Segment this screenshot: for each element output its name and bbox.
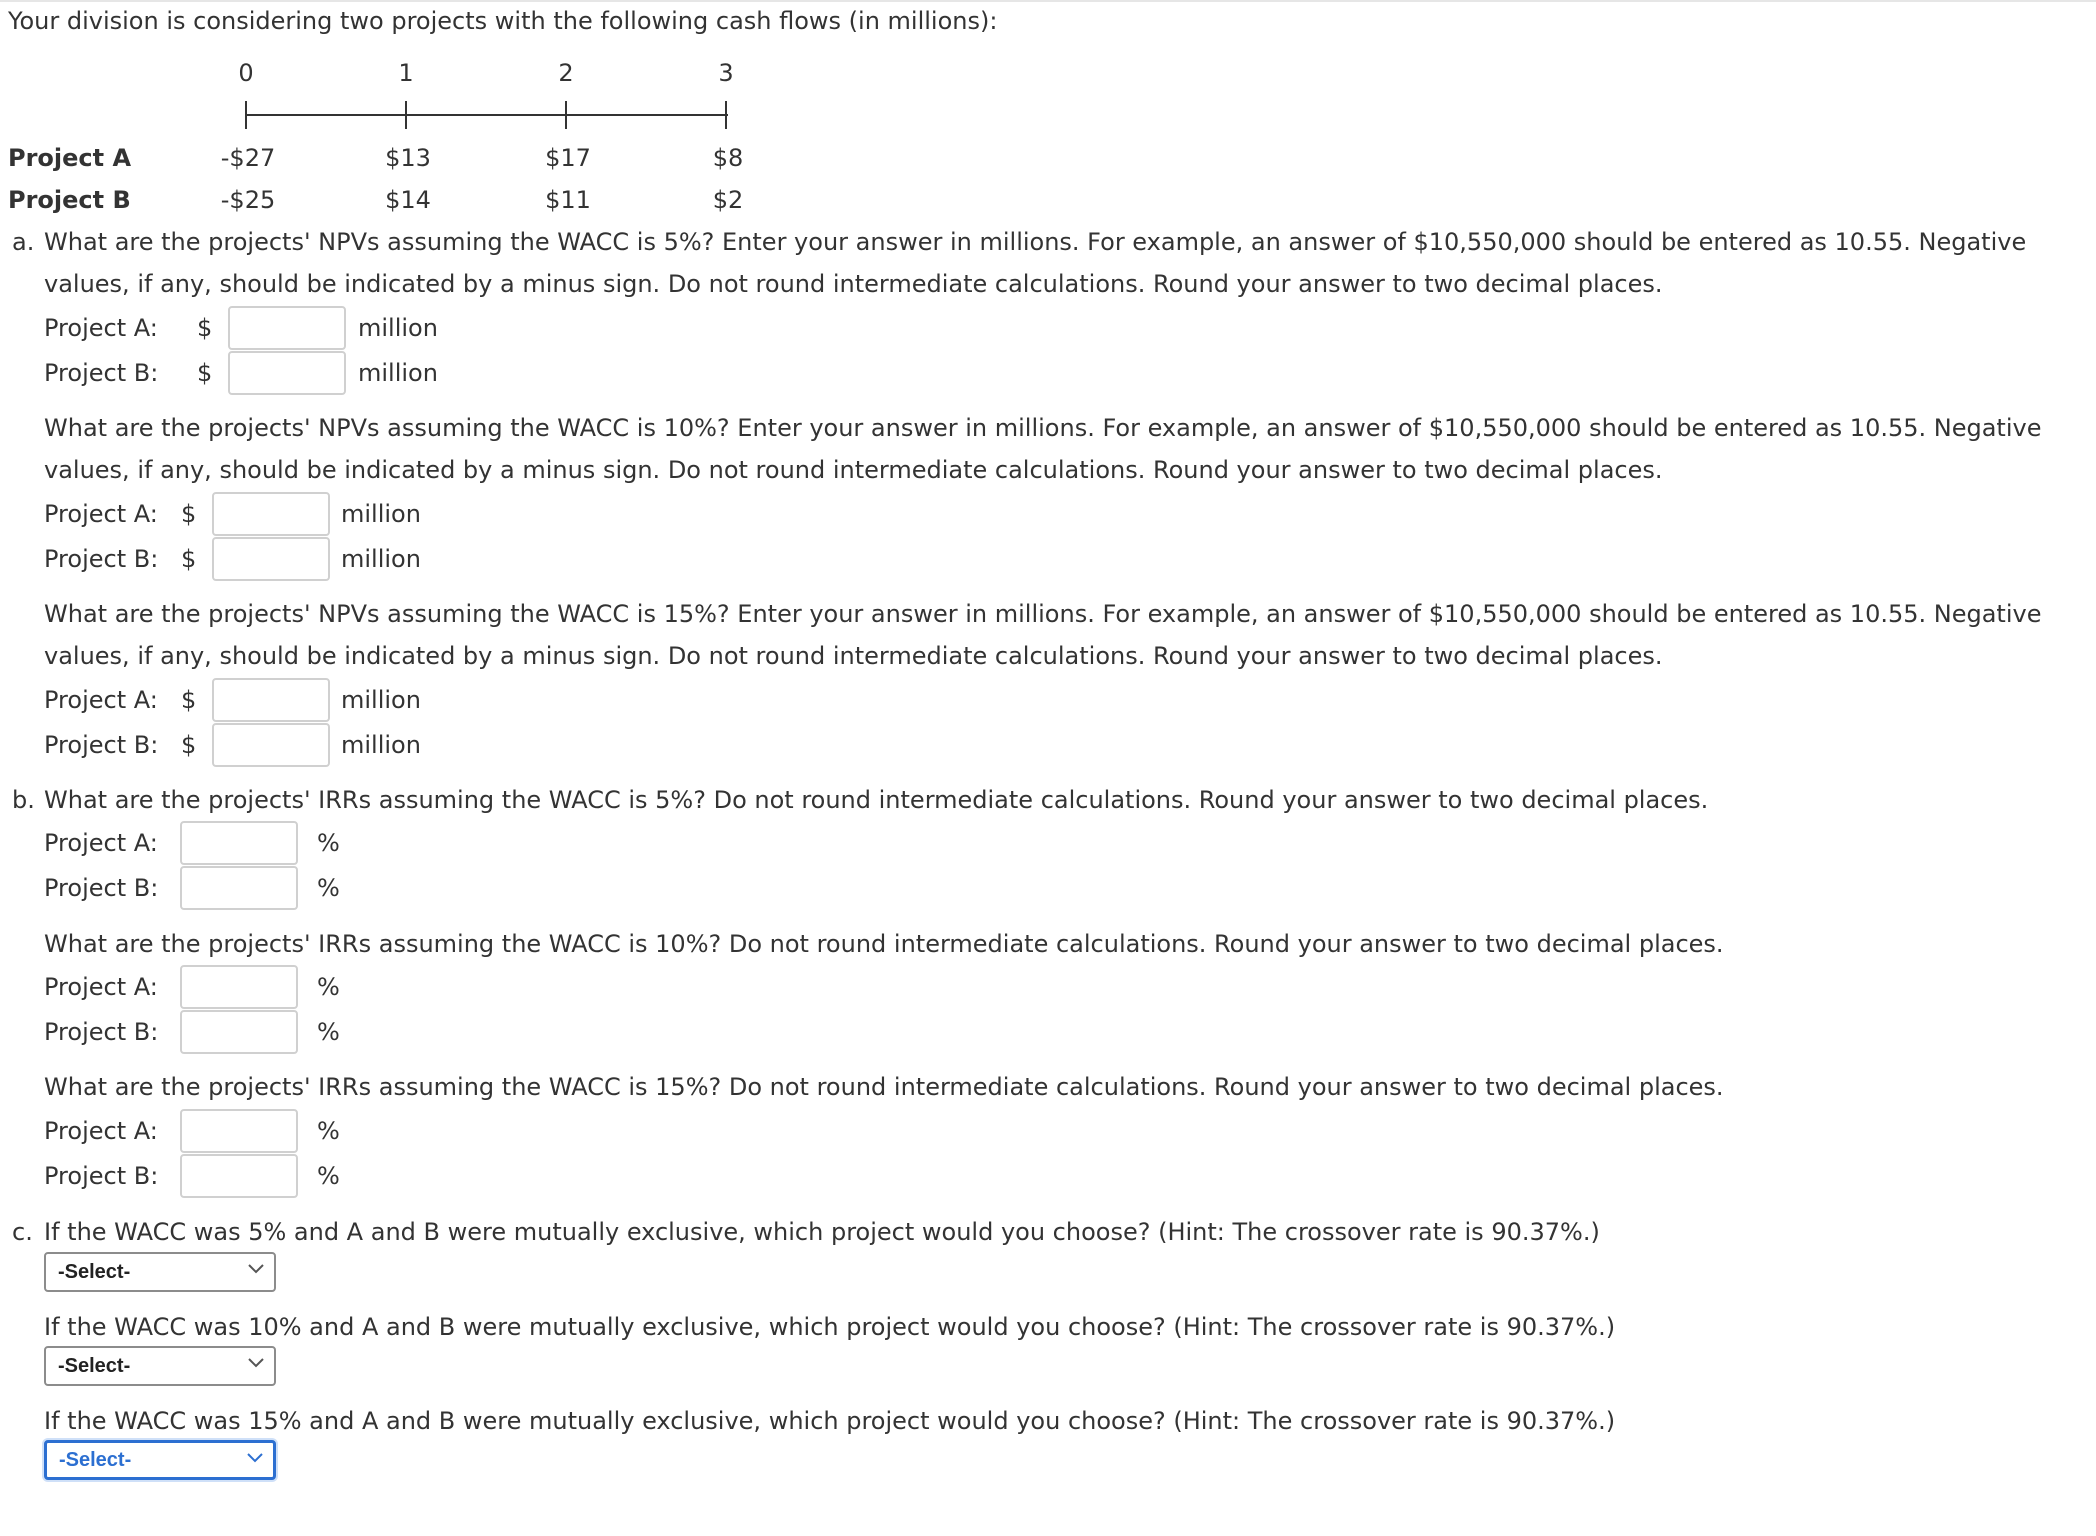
irr-b-5-input[interactable] — [180, 866, 298, 910]
unit-label: million — [358, 359, 438, 387]
irr-a-15-input[interactable] — [180, 1109, 298, 1153]
project-a-cf: $13 — [385, 144, 431, 172]
unit-label: million — [341, 686, 421, 714]
percent-label: % — [317, 1162, 340, 1190]
npv-question-5: What are the projects' NPVs assuming the WACC is 5%? Enter your answer in millions. For example, an answer of $10,550,000 should be entered as 10.55. Negative values, if any, should be indicated by a minus sign. Do not round intermediate calculations. Round your answer to two decimal places. — [44, 228, 2027, 298]
project-b-label: Project B — [8, 186, 131, 214]
irr-a-10-input[interactable] — [180, 965, 298, 1009]
npv-b-5-input[interactable] — [228, 351, 346, 395]
dollar-sign: $ — [181, 545, 197, 573]
timeline-tick — [725, 101, 727, 129]
irr-question-5: What are the projects' IRRs assuming the WACC is 5%? Do not round intermediate calculations. Round your answer to two decimal places. — [44, 786, 1709, 814]
timeline-tick — [245, 101, 247, 129]
project-a-label: Project A: — [44, 500, 158, 528]
part-c-prefix: c. — [12, 1218, 33, 1246]
top-divider — [0, 0, 2096, 2]
dollar-sign: $ — [181, 500, 197, 528]
project-b-label: Project B: — [44, 1018, 159, 1046]
npv-question-15: What are the projects' NPVs assuming the WACC is 15%? Enter your answer in millions. For example, an answer of $10,550,000 should be entered as 10.55. Negative values, if any, should be indicated by a minus sign. Do not round intermediate calculations. Round your answer to two decimal places. — [44, 600, 2042, 670]
project-a-label: Project A: — [44, 686, 158, 714]
choice-question-15: If the WACC was 15% and A and B were mutually exclusive, which project would you choose? (Hint: The crossover rate is 90.37%.) — [44, 1407, 1616, 1435]
project-a-label: Project A: — [44, 829, 158, 857]
npv-a-5-input[interactable] — [228, 306, 346, 350]
period-label: 1 — [398, 59, 414, 87]
project-a-label: Project A: — [44, 973, 158, 1001]
project-choice-15-select[interactable] — [44, 1440, 276, 1480]
project-a-cf: $17 — [545, 144, 591, 172]
project-b-label: Project B: — [44, 359, 159, 387]
timeline-tick — [405, 101, 407, 129]
dollar-sign: $ — [181, 686, 197, 714]
project-choice-10-select[interactable] — [44, 1346, 276, 1386]
project-a-label: Project A: — [44, 1117, 158, 1145]
select-value: -Select- — [59, 1449, 132, 1471]
irr-question-10: What are the projects' IRRs assuming the WACC is 10%? Do not round intermediate calculations. Round your answer to two decimal places. — [44, 930, 1724, 958]
dollar-sign: $ — [181, 731, 197, 759]
irr-question-15: What are the projects' IRRs assuming the WACC is 15%? Do not round intermediate calculations. Round your answer to two decimal places. — [44, 1073, 1724, 1101]
npv-a-10-input[interactable] — [212, 492, 330, 536]
project-b-cf: $11 — [545, 186, 591, 214]
npv-b-10-input[interactable] — [212, 537, 330, 581]
intro-text: Your division is considering two projects with the following cash flows (in millions): — [8, 7, 998, 35]
percent-label: % — [317, 973, 340, 1001]
timeline-axis — [246, 114, 728, 116]
project-b-cf: -$25 — [220, 186, 276, 214]
project-b-label: Project B: — [44, 731, 159, 759]
choice-question-10: If the WACC was 10% and A and B were mutually exclusive, which project would you choose? (Hint: The crossover rate is 90.37%.) — [44, 1313, 1616, 1341]
project-a-label: Project A — [8, 144, 132, 172]
period-label: 2 — [558, 59, 574, 87]
part-b-prefix: b. — [12, 786, 35, 814]
select-value: -Select- — [58, 1261, 131, 1283]
npv-b-15-input[interactable] — [212, 723, 330, 767]
part-a-prefix: a. — [12, 228, 35, 256]
select-value: -Select- — [58, 1355, 131, 1377]
irr-b-15-input[interactable] — [180, 1154, 298, 1198]
percent-label: % — [317, 874, 340, 902]
project-b-label: Project B: — [44, 545, 159, 573]
irr-b-10-input[interactable] — [180, 1010, 298, 1054]
timeline-tick — [565, 101, 567, 129]
unit-label: million — [341, 500, 421, 528]
unit-label: million — [358, 314, 438, 342]
choice-question-5: If the WACC was 5% and A and B were mutually exclusive, which project would you choose? (Hint: The crossover rate is 90.37%.) — [44, 1218, 1600, 1246]
percent-label: % — [317, 829, 340, 857]
unit-label: million — [341, 731, 421, 759]
chevron-down-icon — [248, 1264, 264, 1274]
npv-question-10: What are the projects' NPVs assuming the WACC is 10%? Enter your answer in millions. For example, an answer of $10,550,000 should be entered as 10.55. Negative values, if any, should be indicated by a minus sign. Do not round intermediate calculations. Round your answer to two decimal places. — [44, 414, 2042, 484]
project-a-cf: $8 — [712, 144, 744, 172]
project-b-cf: $2 — [712, 186, 744, 214]
npv-a-15-input[interactable] — [212, 678, 330, 722]
percent-label: % — [317, 1018, 340, 1046]
project-a-cf: -$27 — [220, 144, 276, 172]
chevron-down-icon — [247, 1453, 263, 1463]
chevron-down-icon — [248, 1358, 264, 1368]
period-label: 3 — [718, 59, 734, 87]
percent-label: % — [317, 1117, 340, 1145]
unit-label: million — [341, 545, 421, 573]
project-b-label: Project B: — [44, 1162, 159, 1190]
dollar-sign: $ — [197, 359, 213, 387]
project-a-label: Project A: — [44, 314, 158, 342]
project-b-cf: $14 — [385, 186, 431, 214]
project-choice-5-select[interactable] — [44, 1252, 276, 1292]
irr-a-5-input[interactable] — [180, 821, 298, 865]
dollar-sign: $ — [197, 314, 213, 342]
period-label: 0 — [238, 59, 254, 87]
project-b-label: Project B: — [44, 874, 159, 902]
